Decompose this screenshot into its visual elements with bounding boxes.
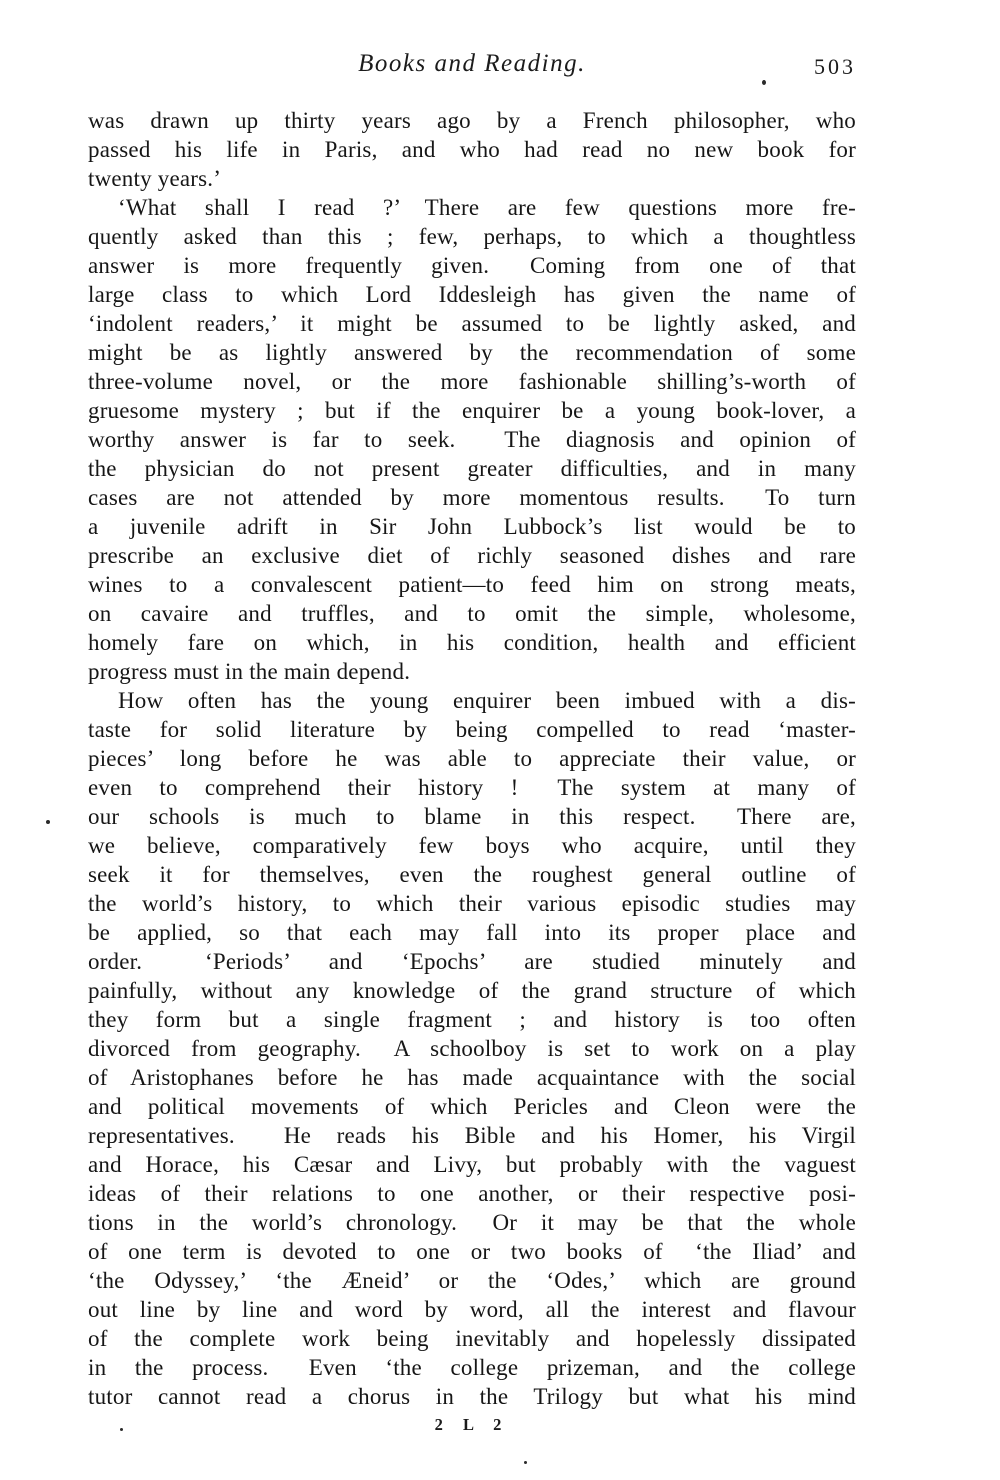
text-line: even to comprehend their history ! The system at many of xyxy=(88,775,856,800)
text-line: on cavaire and truffles, and to omit the simple, wholesome, xyxy=(88,601,856,626)
text-line: of Aristophanes before he has made acquaintance with the social xyxy=(88,1065,856,1090)
text-line: ideas of their relations to one another, or their respective posi- xyxy=(88,1181,856,1206)
text-line: large class to which Lord Iddesleigh has given the name of xyxy=(88,282,856,307)
text-line: pieces’ long before he was able to appreciate their value, or xyxy=(88,746,856,771)
text-line: of one term is devoted to one or two books of ‘the Iliad’ and xyxy=(88,1239,856,1264)
text-line: tutor cannot read a chorus in the Trilogy but what his mind xyxy=(88,1384,856,1409)
text-line: ‘What shall I read ?’ There are few questions more fre- xyxy=(118,195,856,220)
scan-speck xyxy=(524,1461,527,1464)
text-line: answer is more frequently given. Coming from one of that xyxy=(88,253,856,278)
text-line: and Horace, his Cæsar and Livy, but probably with the vaguest xyxy=(88,1152,856,1177)
signature-mark: 2 L 2 xyxy=(434,1415,510,1434)
text-line: our schools is much to blame in this respect. There are, xyxy=(88,804,856,829)
scan-speck xyxy=(120,1428,123,1431)
text-line: the world’s history, to which their various episodic studies may xyxy=(88,891,856,916)
text-line: be applied, so that each may fall into its proper place and xyxy=(88,920,856,945)
text-line: representatives. He reads his Bible and his Homer, his Virgil xyxy=(88,1123,856,1148)
text-line: the physician do not present greater difficulties, and in many xyxy=(88,456,856,481)
text-line: How often has the young enquirer been imbued with a dis- xyxy=(118,688,856,713)
page-number: 503 xyxy=(814,54,856,79)
text-line: a juvenile adrift in Sir John Lubbock’s list would be to xyxy=(88,514,856,539)
text-line: they form but a single fragment ; and history is too often xyxy=(88,1007,856,1032)
scan-speck xyxy=(762,80,766,85)
text-line: in the process. Even ‘the college prizeman, and the college xyxy=(88,1355,856,1380)
text-line: twenty years.’ xyxy=(88,166,222,191)
text-line: we believe, comparatively few boys who acquire, until they xyxy=(88,833,856,858)
text-line: ‘indolent readers,’ it might be assumed to be lightly asked, and xyxy=(88,311,856,336)
text-line: taste for solid literature by being compelled to read ‘master- xyxy=(88,717,856,742)
text-line: quently asked than this ; few, perhaps, to which a thoughtless xyxy=(88,224,856,249)
text-line: out line by line and word by word, all the interest and flavour xyxy=(88,1297,856,1322)
text-line: was drawn up thirty years ago by a French philosopher, who xyxy=(88,108,856,133)
text-line: three-volume novel, or the more fashionable shilling’s-worth of xyxy=(88,369,856,394)
text-line: tions in the world’s chronology. Or it may be that the whole xyxy=(88,1210,856,1235)
text-line: and political movements of which Pericles and Cleon were the xyxy=(88,1094,856,1119)
text-line: worthy answer is far to seek. The diagnosis and opinion of xyxy=(88,427,856,452)
text-line: divorced from geography. A schoolboy is set to work on a play xyxy=(88,1036,856,1061)
text-line: wines to a convalescent patient—to feed him on strong meats, xyxy=(88,572,856,597)
text-line: cases are not attended by more momentous results. To turn xyxy=(88,485,856,510)
text-line: might be as lightly answered by the recommendation of some xyxy=(88,340,856,365)
text-line: passed his life in Paris, and who had read no new book for xyxy=(88,137,856,162)
text-line: order. ‘Periods’ and ‘Epochs’ are studied minutely and xyxy=(88,949,856,974)
scan-speck xyxy=(46,820,50,824)
running-header-title: Books and Reading. xyxy=(358,50,586,77)
text-line: homely fare on which, in his condition, health and efficient xyxy=(88,630,856,655)
text-line: prescribe an exclusive diet of richly seasoned dishes and rare xyxy=(88,543,856,568)
text-line: ‘the Odyssey,’ ‘the Æneid’ or the ‘Odes,’ which are ground xyxy=(88,1268,856,1293)
text-line: painfully, without any knowledge of the grand structure of which xyxy=(88,978,856,1003)
body-lines xyxy=(88,106,856,1411)
text-line: progress must in the main depend. xyxy=(88,659,411,684)
text-line: gruesome mystery ; but if the enquirer be a young book-lover, a xyxy=(88,398,856,423)
text-line: of the complete work being inevitably and hopelessly dissipated xyxy=(88,1326,856,1351)
text-line: seek it for themselves, even the roughest general outline of xyxy=(88,862,856,887)
